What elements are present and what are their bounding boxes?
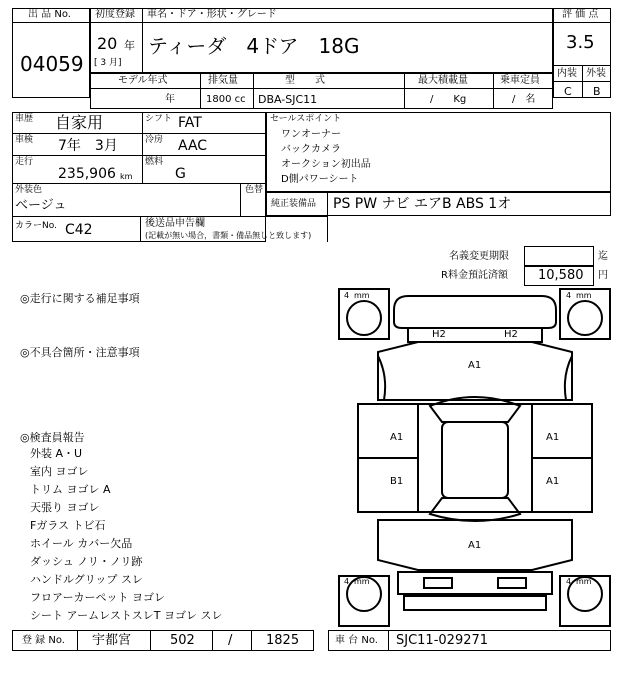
inspector-item: ダッシュ ノリ・ノリ跡 (30, 555, 143, 568)
sales-point-item: オークション初出品 (281, 159, 371, 170)
specs-row-line-3 (12, 183, 266, 184)
lot-label: 出 品 No. (28, 9, 71, 20)
type-value: DBA-SJC11 (258, 93, 318, 106)
reg-label: 初度登録 (95, 9, 135, 20)
inspector-item: 外装 A・U (30, 447, 83, 460)
front-fender-right (565, 356, 572, 400)
equipment-label: 純正装備品 (271, 199, 317, 209)
front-grille (408, 328, 542, 342)
history-label: 車歴 (15, 114, 34, 124)
rear-apron (404, 596, 546, 610)
car-name: ティーダ 4ドア 18G (148, 34, 360, 58)
tire-front-left (347, 301, 381, 335)
exterior-grade: B (593, 85, 601, 98)
reg-no-label: 登 録 No. (22, 635, 65, 646)
recycle-unit: 円 (598, 270, 608, 281)
tire-depth: 4 (566, 291, 572, 300)
type-label: 型 式 (285, 75, 325, 86)
mileage-value: 235,906 (58, 166, 116, 182)
specs-mid-line (142, 112, 143, 183)
recycle-label: R料金預託済額 (441, 270, 508, 281)
defects-label: ◎不具合箇所・注意事項 (20, 346, 140, 359)
score-value: 3.5 (566, 32, 595, 53)
tire-depth: 4 (344, 577, 350, 586)
inspector-item: Fガラス トビ石 (30, 519, 106, 532)
reg-month: [ 3 月] (94, 58, 122, 68)
damage-mark: H2 (504, 329, 518, 340)
recycle-value: 10,580 (538, 268, 584, 283)
score-label: 評 価 点 (562, 9, 599, 20)
inspector-item: フロアーカーペット ヨゴレ (30, 591, 165, 604)
reg-class: 502 (170, 633, 195, 648)
rear-label: 後送品申告欄 (145, 218, 205, 229)
car-damage-diagram (338, 288, 612, 628)
hood (378, 342, 572, 400)
repaint-divider (240, 183, 241, 216)
damage-mark: A1 (468, 360, 482, 371)
inspector-item: ホイール カバー欠品 (30, 537, 133, 550)
sales-point-item: ワンオーナー (281, 129, 341, 140)
inspector-item: 室内 ヨゴレ (30, 465, 89, 478)
name-change-label: 名義変更期限 (449, 251, 509, 262)
reg-no-div-1 (77, 630, 78, 651)
tire-depth: 4 (344, 291, 350, 300)
mileage-label: 走行 (15, 157, 34, 167)
displacement-value: 1800 cc (206, 94, 246, 105)
name-change-unit: 迄 (598, 251, 608, 262)
model-col-4 (493, 73, 494, 109)
history-value: 自家用 (55, 113, 104, 132)
tire-depth: 4 (566, 577, 572, 586)
specs-row-line-4 (12, 216, 327, 217)
model-col-2 (253, 73, 254, 109)
max-load-label: 最大積載量 (418, 75, 468, 86)
lot-number: 04059 (20, 52, 84, 76)
interior-grade: C (564, 85, 572, 98)
exterior-label: 外装 (586, 68, 606, 79)
equipment-value: PS PW ナビ エアB ABS 1オ (333, 196, 512, 212)
ac-value: AAC (178, 138, 208, 154)
specs-row-line-2 (12, 155, 266, 156)
rear-bumper (398, 572, 552, 594)
model-year-label: モデル年式 (118, 75, 168, 86)
front-fender-left (378, 356, 385, 400)
color-no-label: カラーNo. (15, 221, 57, 231)
sales-points-label: セールスポイント (270, 114, 342, 124)
inspector-item: トリム ヨゴレ A (30, 483, 111, 496)
ext-color-label: 外装色 (15, 185, 43, 195)
reg-kana: / (228, 633, 233, 648)
shift-label: シフト (145, 114, 173, 124)
chassis-number: SJC11-029271 (396, 633, 489, 648)
roof (442, 422, 508, 498)
inspection-value: 7年 3月 (58, 138, 118, 154)
supplement-label: ◎走行に関する補足事項 (20, 292, 140, 305)
reg-no-div-4 (251, 630, 252, 651)
tire-depth-unit: mm (576, 577, 592, 586)
displacement-label: 排気量 (208, 75, 238, 86)
interior-label: 内装 (557, 68, 577, 79)
reg-no-div-3 (212, 630, 213, 651)
damage-mark: H2 (432, 329, 446, 340)
inspection-label: 車検 (15, 135, 34, 145)
tire-front-right (568, 301, 602, 335)
cabin (418, 404, 532, 512)
color-no-value: C42 (65, 222, 93, 238)
license-plate (424, 578, 452, 588)
inspector-label: ◎検査員報告 (20, 431, 85, 444)
sales-point-item: D側パワーシート (281, 174, 359, 185)
damage-mark: A1 (546, 476, 560, 487)
tire-depth-unit: mm (354, 291, 370, 300)
reg-year: 20 (97, 34, 118, 53)
rear-note: (記載が無い場合，書類・備品無しと致します) (145, 231, 312, 240)
capacity-value: / 名 (512, 94, 536, 105)
fuel-value: G (175, 166, 186, 182)
chassis-label: 車 台 No. (335, 635, 378, 646)
shift-value: FAT (178, 115, 202, 131)
front-bumper (394, 296, 556, 328)
model-year-unit: 年 (165, 94, 175, 105)
reg-year-unit: 年 (124, 39, 135, 52)
damage-mark: A1 (468, 540, 482, 551)
name-change-field (524, 246, 594, 266)
rear-window (430, 498, 520, 521)
max-load-value: / Kg (430, 94, 467, 105)
rear-light (498, 578, 526, 588)
color-no-divider (140, 216, 141, 242)
equipment-divider (327, 192, 328, 242)
car-name-label: 車名・ドア・形状・グレード (147, 9, 277, 20)
capacity-label: 乗車定員 (500, 75, 540, 86)
tire-depth-unit: mm (354, 577, 370, 586)
mileage-unit: km (120, 172, 133, 181)
reg-number: 1825 (266, 633, 300, 648)
fuel-label: 燃料 (145, 157, 164, 167)
damage-mark: A1 (390, 432, 404, 443)
sales-point-item: バックカメラ (281, 144, 341, 155)
header-main-divider (142, 8, 143, 73)
damage-mark: A1 (546, 432, 560, 443)
ac-label: 冷房 (145, 135, 164, 145)
model-col-3 (404, 73, 405, 109)
model-col-1 (200, 73, 201, 109)
chassis-div (388, 630, 389, 651)
specs-row-line-1 (12, 133, 266, 134)
inspector-item: シート アームレストスレT ヨゴレ スレ (30, 609, 223, 622)
reg-region: 宇都宮 (92, 633, 132, 648)
reg-no-div-2 (150, 630, 151, 651)
inspector-item: 天張り ヨゴレ (30, 501, 100, 514)
inspector-item: ハンドルグリップ スレ (30, 573, 143, 586)
tire-depth-unit: mm (576, 291, 592, 300)
grade-divider (582, 65, 583, 98)
damage-mark: B1 (390, 476, 404, 487)
repaint-label: 色替 (245, 185, 264, 195)
ext-color-value: ベージュ (15, 198, 67, 213)
